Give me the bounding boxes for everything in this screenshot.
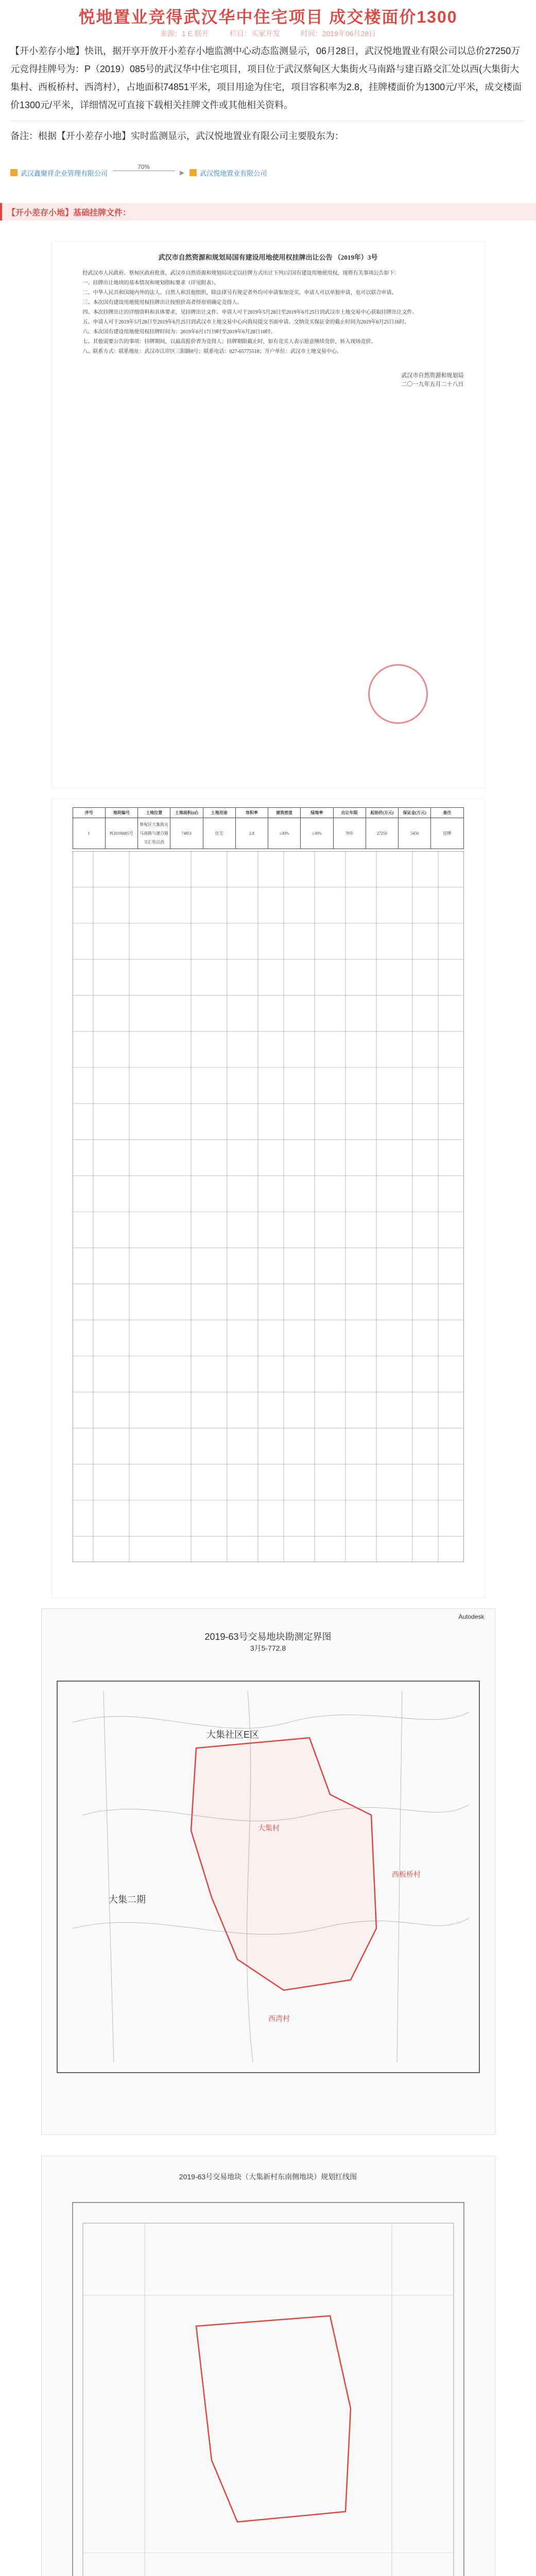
document-signature: 武汉市自然资源和规划局 二〇一九年五月二十八日 — [401, 372, 464, 387]
table-scan-lines — [73, 851, 464, 1562]
doc-paragraph: 经武汉市人民政府、蔡甸区政府批准，武汉市自然资源和规划局决定以挂牌方式出让下列1宗国有建设用地使用权，现将有关事项公告如下： — [82, 270, 400, 276]
meta-time: 时间：2019年06月28日 — [300, 29, 376, 38]
doc-paragraph: 三、本次国有建设用地使用权挂牌出让按照价高者得原则确定竞得人。 — [82, 300, 243, 306]
map-drawing — [42, 1660, 495, 2124]
announcement-document — [51, 241, 485, 788]
page-title: 悦地置业竞得武汉华中住宅项目 成交楼面价1300 — [78, 8, 458, 26]
map-label: 大集社区E区 — [206, 1730, 259, 1740]
map-label: 大集二期 — [108, 1894, 146, 1905]
lot-table — [73, 807, 464, 849]
doc-paragraph: 五、申请人可于2019年5月28日至2019年6月25日到武汉市土地交易中心向我局提交书面申请。交纳竞买保证金的截止时间为2019年6月25日16时。 — [82, 319, 410, 325]
map-label: 大集村 — [257, 1824, 280, 1832]
company-logo-icon — [10, 169, 18, 176]
doc-paragraph: 八、联系方式：联系地址：武汉市江岸区三阳路8号；联系电话：027-65775518；开户单位：武汉市土地交易中心。 — [82, 349, 342, 354]
lot-table-document — [51, 799, 485, 1598]
survey-map — [41, 1608, 495, 2135]
doc-paragraph: 七、其他需要公告的事项：挂牌期间，以最高报价者为竞得人；挂牌期限截止时，如有竞买人表示愿意继续竞价，转入现场竞价。 — [82, 339, 376, 345]
ownership-diagram — [10, 155, 526, 191]
section-heading: 【开小差存小地】基础挂牌文件： — [0, 203, 536, 221]
meta-source: 来源：1 E 联开 — [160, 29, 209, 38]
document-title: 武汉市自然资源和规划局国有建设用地使用权挂牌出让公告 （2019年）3号 — [158, 253, 378, 261]
table-row: 1 P(2019)085号 蔡甸区大集街火马南路与建百路交汇处以西 74851 住宅 2.8 ≤30% ≥30% 70年 27250 5450 挂牌 — [73, 818, 463, 849]
map-drawing — [42, 2192, 495, 2576]
table-header-row: 序号 地块编号 土地位置 土地面积(㎡) 土地用途 容积率 建筑密度 绿地率 出让年限 起始价(万元) 保证金(万元) 备注 — [73, 808, 463, 818]
arrow-right-icon: ▶ — [180, 169, 185, 176]
map-label: 西板桥村 — [391, 1870, 421, 1878]
map-title: 2019-63号交易地块（大集新村东南侧地块）规划红线图 — [179, 2173, 357, 2181]
official-seal — [368, 664, 428, 724]
map-label: 西湾村 — [268, 2014, 290, 2023]
map-subtitle: 3月5-772.8 — [250, 1644, 286, 1652]
doc-paragraph: 二、中华人民共和国境内外的法人、自然人和其他组织，除法律另有规定者外均可申请参加竞买，申请人可以单独申请，也可以联合申请。 — [82, 290, 397, 296]
meta-column: 栏目：买家开发 — [229, 29, 280, 38]
autodesk-brand: Autodesk — [458, 1613, 485, 1620]
shareholder-node[interactable]: 武汉鑫聚祥企业管理有限公司 — [10, 168, 108, 178]
map-title: 2019-63号交易地块勘测定界图 — [204, 1632, 332, 1642]
doc-paragraph: 四、本次挂牌出让的详细资料和具体要求，见挂牌出让文件。申请人可于2019年5月28日至2019年6月25日到武汉市土地交易中心获取挂牌出让文件。 — [82, 310, 418, 315]
company-node[interactable]: 武汉悦地置业有限公司 — [189, 168, 267, 178]
planning-redline-map — [41, 2156, 495, 2576]
ownership-percent: 70% — [137, 163, 150, 171]
shareholder-note: 备注：根据【开小差存小地】实时监测显示，武汉悦地置业有限公司主要股东为： — [10, 131, 344, 141]
company-logo-icon — [189, 169, 197, 176]
intro-paragraph: 【开小差存小地】快讯，据开享开放开小差存小地监测中心动态监测显示，06月28日，武汉悦地置业有限公司以总价27250万元竞得挂牌号为：P（2019）085号的武汉华中住宅项目，项目位于武汉蔡甸区大集街火马南路与建百路交汇处以西(大集街大集村、西板桥村、西湾村），占地面积74851平米，项目用途为住宅，项目容积率为2.8，挂牌楼面价为1300元/平米，成交楼面价1300元/平米，详细情况可直接下载相关挂牌文件或其他相关资料。 — [10, 46, 522, 110]
doc-paragraph: 六、本次国有建设用地使用权挂牌时间为：2019年6月17日9时至2019年6月28日10时。 — [82, 329, 276, 335]
doc-paragraph: 一、挂牌出让地块的基本情况和规划指标要求（详见附表）。 — [82, 280, 219, 286]
